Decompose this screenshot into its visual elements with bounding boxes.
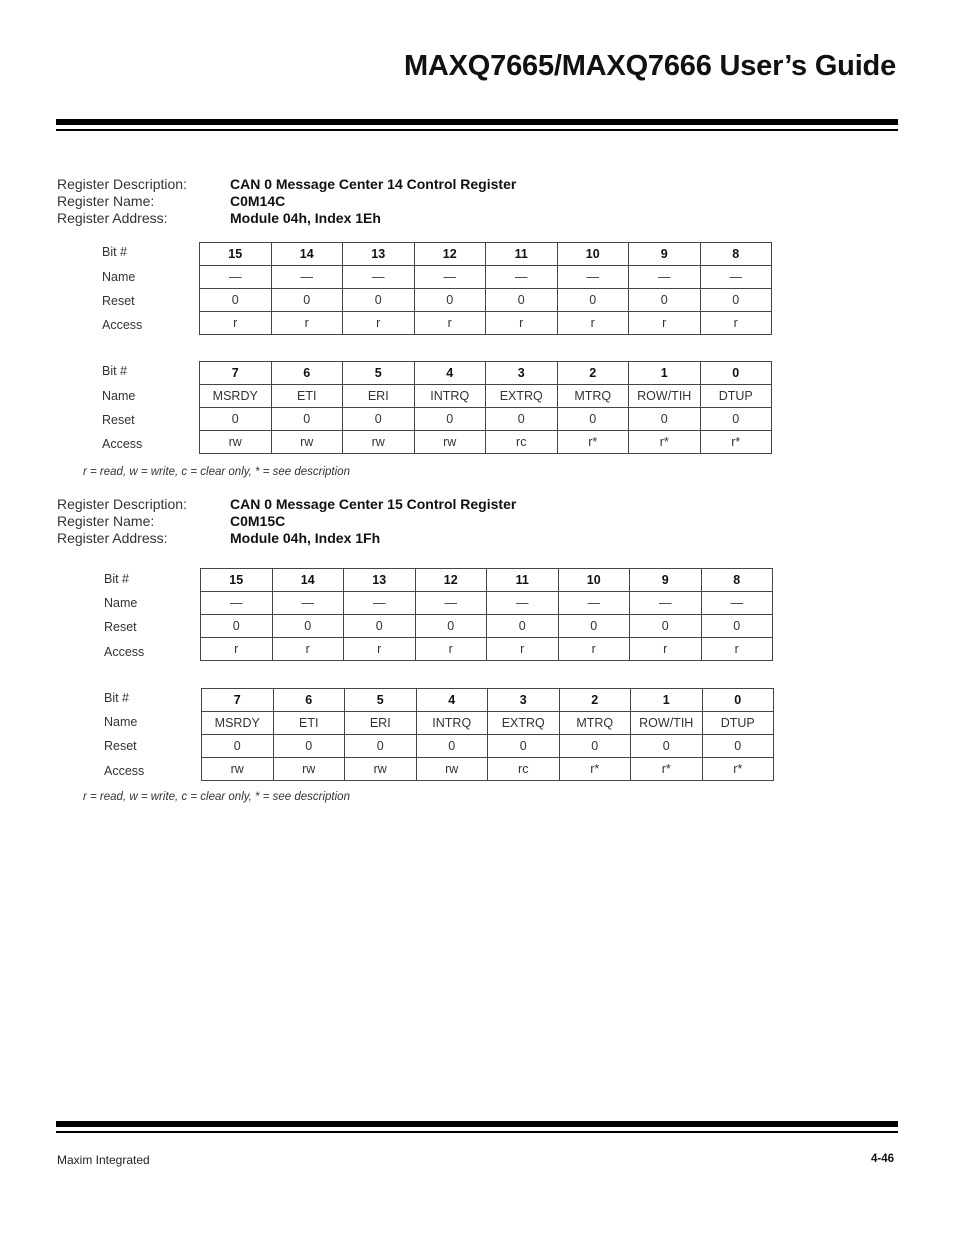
bit-name: —: [415, 592, 487, 615]
row-label-name: Name: [102, 389, 136, 403]
bit-reset: 0: [558, 615, 630, 638]
register-address-value: Module 04h, Index 1Fh: [230, 530, 381, 546]
bit-access-row: [200, 312, 772, 335]
bit-access: r: [701, 638, 773, 661]
register-name-line: [57, 513, 516, 530]
bit-number: 12: [415, 569, 487, 592]
bit-reset: 0: [630, 615, 702, 638]
bit-access: r*: [631, 758, 703, 781]
bit-number: 9: [629, 243, 701, 266]
register-address-value: Module 04h, Index 1Eh: [230, 210, 381, 226]
bit-access: rw: [271, 431, 343, 454]
bit-number: 15: [200, 243, 272, 266]
bit-name: —: [700, 266, 772, 289]
bit-name: ERI: [343, 385, 415, 408]
row-label-name: Name: [104, 596, 138, 610]
bit-access: r: [700, 312, 772, 335]
bit-number: 10: [558, 569, 630, 592]
bit-access: r: [414, 312, 486, 335]
bit-number: 5: [345, 689, 417, 712]
bit-number: 2: [557, 362, 629, 385]
bit-access-row: [201, 638, 773, 661]
bit-access: r: [486, 312, 558, 335]
bit-reset: 0: [416, 735, 488, 758]
bit-reset-row: [201, 615, 773, 638]
bit-access: rw: [202, 758, 274, 781]
bit-name: ROW/TIH: [631, 712, 703, 735]
bit-number: 9: [630, 569, 702, 592]
row-label-bit: Bit #: [102, 245, 128, 259]
bit-number: 10: [557, 243, 629, 266]
bit-reset: 0: [414, 408, 486, 431]
bit-access: rw: [200, 431, 272, 454]
bit-reset: 0: [700, 289, 772, 312]
register-name-value: C0M15C: [230, 513, 286, 529]
bit-table-c0m15c-high: [200, 568, 773, 661]
bit-number: 1: [631, 689, 703, 712]
bit-name: —: [414, 266, 486, 289]
bit-number-row: [201, 569, 773, 592]
register-description-label: Register Description:: [57, 496, 187, 512]
bit-reset-row: [200, 408, 772, 431]
register-description-line: [57, 496, 516, 513]
row-label-bit: Bit #: [104, 691, 130, 705]
bit-number: 4: [416, 689, 488, 712]
bit-number: 7: [202, 689, 274, 712]
bit-reset: 0: [487, 615, 559, 638]
bit-number: 6: [271, 362, 343, 385]
bit-reset: 0: [273, 735, 345, 758]
bit-name: EXTRQ: [486, 385, 558, 408]
bit-access: r: [201, 638, 273, 661]
bit-name: MTRQ: [559, 712, 631, 735]
bit-reset: 0: [414, 289, 486, 312]
bit-access: r: [344, 638, 416, 661]
header-rule-thick: [56, 119, 898, 125]
bit-reset: 0: [272, 615, 344, 638]
bit-access: r: [415, 638, 487, 661]
bit-access: r*: [629, 431, 701, 454]
bit-reset: 0: [415, 615, 487, 638]
bit-access: rw: [343, 431, 415, 454]
bit-number: 1: [629, 362, 701, 385]
bit-table-c0m14c-high: [199, 242, 772, 335]
bit-name: DTUP: [702, 712, 774, 735]
access-legend-footnote: r = read, w = write, c = clear only, * = see description: [83, 466, 350, 478]
bit-number-row: [200, 243, 772, 266]
bit-name: ETI: [271, 385, 343, 408]
bit-reset: 0: [343, 408, 415, 431]
bit-reset: 0: [486, 408, 558, 431]
bit-name: —: [201, 592, 273, 615]
bit-reset: 0: [557, 289, 629, 312]
bit-name: MSRDY: [200, 385, 272, 408]
bit-name: —: [200, 266, 272, 289]
bit-access: r: [557, 312, 629, 335]
bit-name: MSRDY: [202, 712, 274, 735]
bit-number: 11: [486, 243, 558, 266]
bit-access: r: [629, 312, 701, 335]
bit-access: rw: [273, 758, 345, 781]
footer-rule-thick: [56, 1121, 898, 1127]
row-label-reset: Reset: [104, 739, 137, 753]
bit-name: DTUP: [700, 385, 772, 408]
footer-rule-thin: [56, 1131, 898, 1133]
bit-reset: 0: [629, 289, 701, 312]
bit-number: 14: [271, 243, 343, 266]
bit-name: —: [487, 592, 559, 615]
bit-number-row: [200, 362, 772, 385]
register-description-value: CAN 0 Message Center 14 Control Register: [230, 176, 517, 192]
bit-access: r: [200, 312, 272, 335]
register-name-value: C0M14C: [230, 193, 286, 209]
bit-access: r*: [702, 758, 774, 781]
row-label-name: Name: [104, 715, 138, 729]
bit-name: —: [629, 266, 701, 289]
bit-name: INTRQ: [414, 385, 486, 408]
bit-reset: 0: [557, 408, 629, 431]
bit-name: —: [557, 266, 629, 289]
bit-reset: 0: [202, 735, 274, 758]
row-label-access: Access: [102, 437, 143, 451]
bit-name: —: [344, 592, 416, 615]
bit-table-c0m15c-low: [201, 688, 774, 781]
bit-number: 5: [343, 362, 415, 385]
bit-number: 6: [273, 689, 345, 712]
bit-name: —: [272, 592, 344, 615]
bit-name: —: [701, 592, 773, 615]
bit-name: EXTRQ: [488, 712, 560, 735]
bit-number: 8: [700, 243, 772, 266]
bit-access: r*: [557, 431, 629, 454]
row-label-reset: Reset: [104, 620, 137, 634]
register-description-line: [57, 176, 516, 193]
bit-access: rc: [486, 431, 558, 454]
row-label-reset: Reset: [102, 294, 135, 308]
bit-reset: 0: [488, 735, 560, 758]
row-label-name: Name: [102, 270, 136, 284]
bit-access: r: [343, 312, 415, 335]
row-label-access: Access: [104, 645, 145, 659]
register-name-label: Register Name:: [57, 513, 155, 529]
bit-name: —: [486, 266, 558, 289]
bit-access: r: [558, 638, 630, 661]
bit-reset: 0: [200, 289, 272, 312]
bit-access: rw: [414, 431, 486, 454]
header-rule-thin: [56, 129, 898, 131]
bit-access: r: [272, 638, 344, 661]
bit-name: —: [271, 266, 343, 289]
bit-number: 3: [488, 689, 560, 712]
bit-reset: 0: [701, 615, 773, 638]
register-description-value: CAN 0 Message Center 15 Control Register: [230, 496, 517, 512]
bit-reset-row: [200, 289, 772, 312]
register-name-label: Register Name:: [57, 193, 155, 209]
bit-number: 15: [201, 569, 273, 592]
bit-number: 0: [702, 689, 774, 712]
bit-reset: 0: [344, 615, 416, 638]
bit-access: rc: [488, 758, 560, 781]
register-info-c0m14c: [57, 176, 516, 227]
row-label-access: Access: [104, 764, 145, 778]
bit-reset: 0: [700, 408, 772, 431]
register-address-label: Register Address:: [57, 210, 168, 226]
register-address-label: Register Address:: [57, 530, 168, 546]
bit-reset: 0: [201, 615, 273, 638]
bit-name-row: [200, 266, 772, 289]
bit-reset: 0: [200, 408, 272, 431]
bit-access-row: [202, 758, 774, 781]
bit-access: r*: [559, 758, 631, 781]
access-legend-footnote: r = read, w = write, c = clear only, * = see description: [83, 791, 350, 803]
row-label-bit: Bit #: [102, 364, 128, 378]
bit-number: 11: [487, 569, 559, 592]
bit-reset: 0: [629, 408, 701, 431]
bit-name: ETI: [273, 712, 345, 735]
bit-reset-row: [202, 735, 774, 758]
bit-name: —: [343, 266, 415, 289]
bit-reset: 0: [631, 735, 703, 758]
bit-number: 2: [559, 689, 631, 712]
bit-number: 8: [701, 569, 773, 592]
bit-access: rw: [345, 758, 417, 781]
bit-reset: 0: [271, 408, 343, 431]
bit-name: —: [558, 592, 630, 615]
row-label-bit: Bit #: [104, 572, 130, 586]
bit-access: r: [630, 638, 702, 661]
bit-number: 0: [700, 362, 772, 385]
bit-reset: 0: [343, 289, 415, 312]
bit-reset: 0: [559, 735, 631, 758]
bit-number: 12: [414, 243, 486, 266]
row-label-access: Access: [102, 318, 143, 332]
bit-number: 13: [343, 243, 415, 266]
register-address-line: [57, 210, 516, 227]
bit-access-row: [200, 431, 772, 454]
bit-name: MTRQ: [557, 385, 629, 408]
bit-reset: 0: [702, 735, 774, 758]
bit-access: r: [271, 312, 343, 335]
bit-access: r*: [700, 431, 772, 454]
row-label-reset: Reset: [102, 413, 135, 427]
register-info-c0m15c: [57, 496, 516, 547]
bit-number-row: [202, 689, 774, 712]
bit-name-row: [200, 385, 772, 408]
bit-number: 7: [200, 362, 272, 385]
register-description-label: Register Description:: [57, 176, 187, 192]
bit-number: 4: [414, 362, 486, 385]
bit-number: 13: [344, 569, 416, 592]
bit-access: r: [487, 638, 559, 661]
register-name-line: [57, 193, 516, 210]
bit-table-c0m14c-low: [199, 361, 772, 454]
bit-name: ERI: [345, 712, 417, 735]
bit-access: rw: [416, 758, 488, 781]
bit-name-row: [202, 712, 774, 735]
register-address-line: [57, 530, 516, 547]
bit-name-row: [201, 592, 773, 615]
page-title: MAXQ7665/MAXQ7666 User’s Guide: [403, 50, 896, 82]
bit-name: ROW/TIH: [629, 385, 701, 408]
bit-number: 14: [272, 569, 344, 592]
bit-reset: 0: [486, 289, 558, 312]
bit-name: INTRQ: [416, 712, 488, 735]
page-number: 4-46: [870, 1153, 894, 1165]
bit-reset: 0: [271, 289, 343, 312]
footer-company: Maxim Integrated: [57, 1153, 150, 1167]
bit-name: —: [630, 592, 702, 615]
bit-number: 3: [486, 362, 558, 385]
bit-reset: 0: [345, 735, 417, 758]
